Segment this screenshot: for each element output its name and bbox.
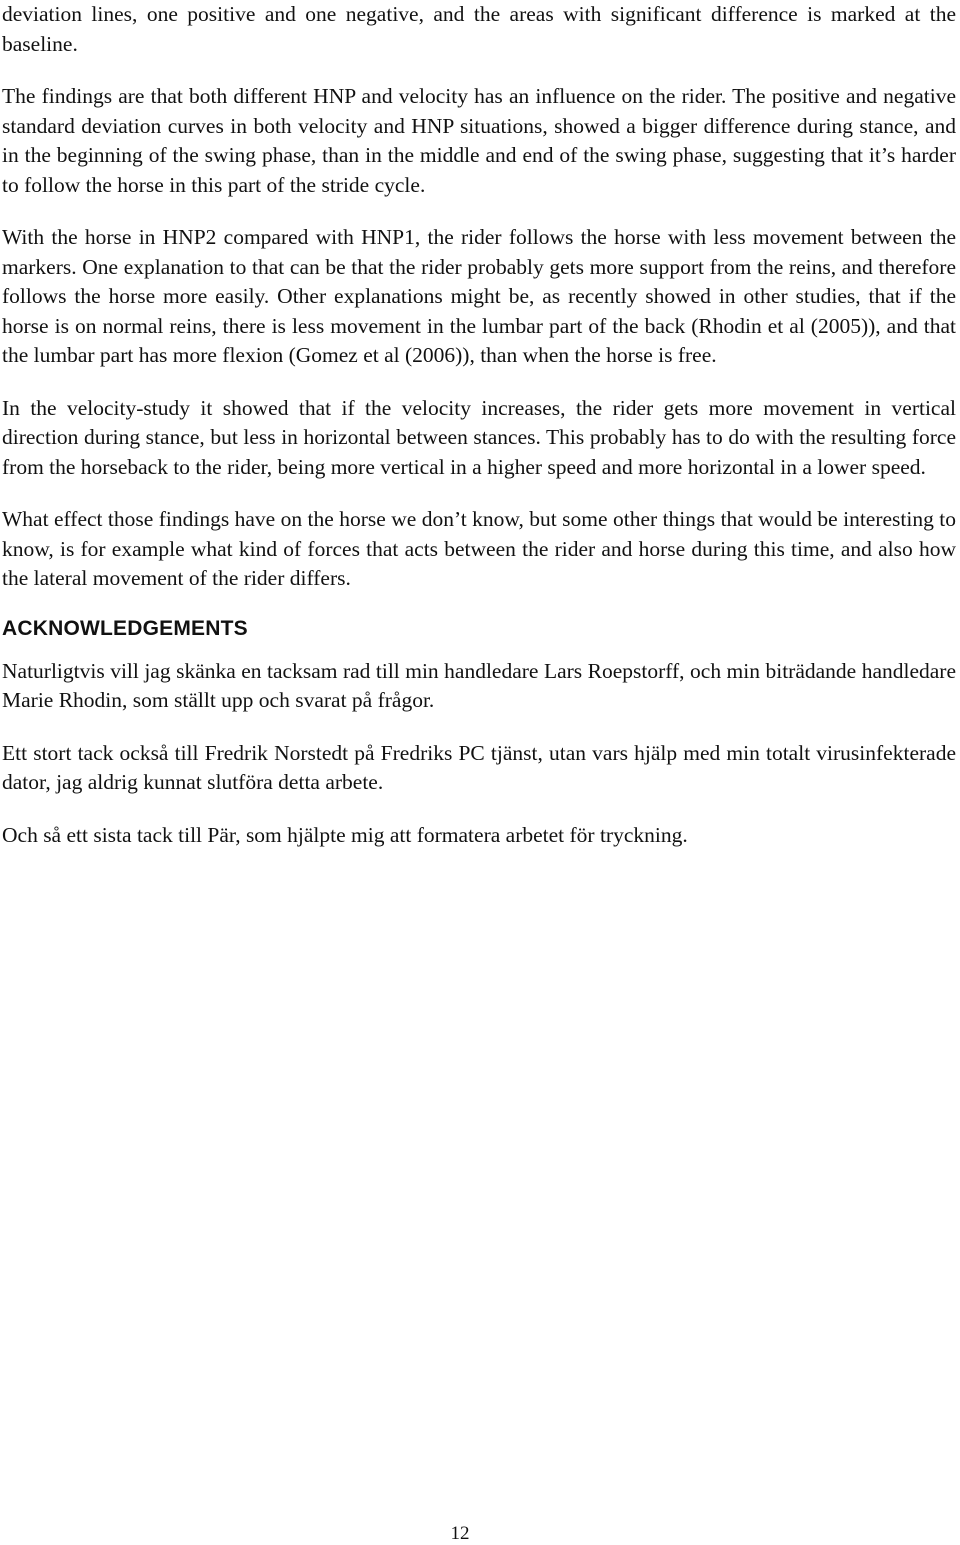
paragraph-deviation-lines: deviation lines, one positive and one negative, and the areas with significant difference is marked at the baseline.	[2, 2, 956, 56]
acknowledgement-pc-service: Ett stort tack också till Fredrik Norstedt på Fredriks PC tjänst, utan vars hjälp med min totalt virusinfekterade dator, jag aldrig kunnat slutföra detta arbete.	[2, 740, 956, 794]
acknowledgement-supervisors: Naturligtvis vill jag skänka en tacksam rad till min handledare Lars Roepstorff, och min biträdande handledare Marie Rhodin, som ställt upp och svarat på frågor.	[2, 658, 956, 712]
page-body	[2, 0, 956, 873]
paragraph-effects-on-horse: What effect those findings have on the horse we don’t know, but some other things that would be interesting to know, is for example what kind of forces that acts between the rider and horse during this time, and also how the lateral movement of the rider differs.	[2, 507, 956, 590]
acknowledgements-heading: ACKNOWLEDGEMENTS	[2, 616, 248, 640]
page-number: 12	[450, 1523, 470, 1544]
paragraph-findings: The findings are that both different HNP and velocity has an influence on the rider. The positive and negative standard deviation curves in both velocity and HNP situations, showed a bigger difference during stance, and in the beginning of the swing phase, than in the middle and end of the swing phase, suggesting that it’s harder to follow the horse in this part of the stride cycle.	[2, 84, 956, 197]
acknowledgement-formatting: Och så ett sista tack till Pär, som hjälpte mig att formatera arbetet för tryckning.	[2, 822, 688, 847]
paragraph-hnp-comparison: With the horse in HNP2 compared with HNP1, the rider follows the horse with less movement between the markers. One explanation to that can be that the rider probably gets more support from the reins, and therefore follows the horse more easily. Other explanations might be, as recently showed in other studies, that if the horse is on normal reins, there is less movement in the lumbar part of the back (Rhodin et al (2005)), and that the lumbar part has more flexion (Gomez et al (2006)), than when the horse is free.	[2, 225, 956, 367]
paragraph-velocity-study: In the velocity-study it showed that if the velocity increases, the rider gets more movement in vertical direction during stance, but less in horizontal between stances. This probably has to do with the resulting force from the horseback to the rider, being more vertical in a higher speed and more horizontal in a lower speed.	[2, 395, 956, 479]
